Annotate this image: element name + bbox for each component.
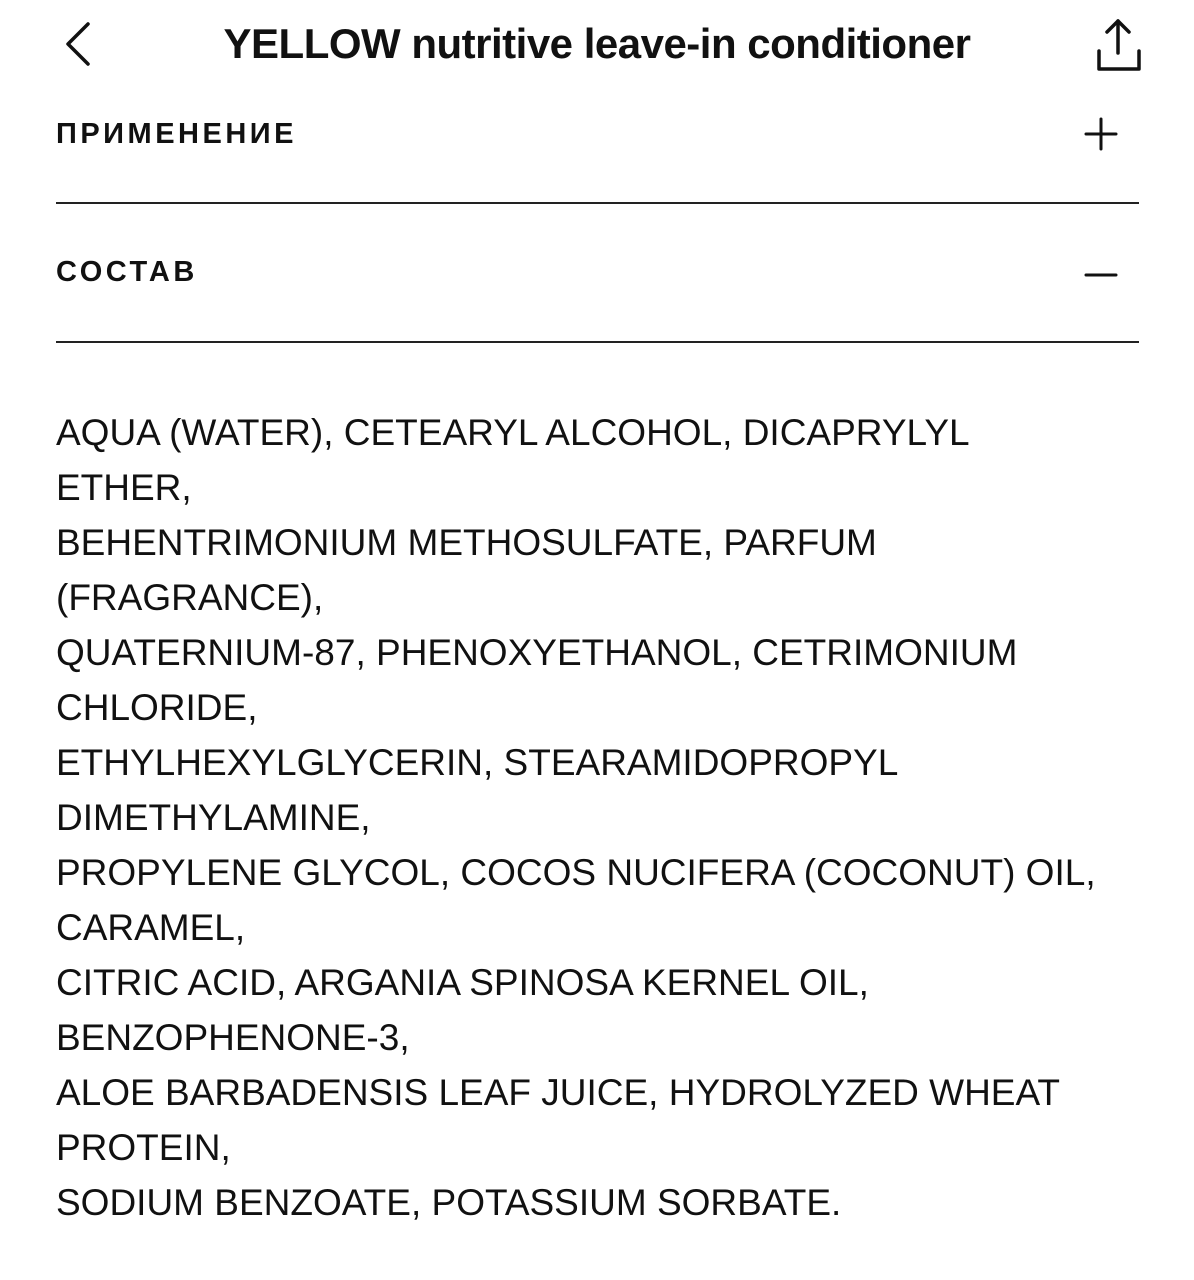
ingredients-line: ETHYLHEXYLGLYCERIN, STEARAMIDOPROPYL [56, 742, 899, 783]
ingredients-line: PROTEIN, [56, 1127, 231, 1168]
back-button[interactable] [50, 18, 106, 74]
chevron-left-icon [60, 20, 96, 73]
section-divider [56, 341, 1139, 343]
ingredients-line: QUATERNIUM-87, PHENOXYETHANOL, CETRIMONIUM [56, 632, 1018, 673]
section-divider [56, 202, 1139, 204]
section-application[interactable] [56, 112, 1139, 156]
page-title: YELLOW nutritive leave-in conditioner [223, 20, 971, 67]
section-label-composition: СОСТАВ [56, 256, 198, 288]
ingredients-line: CARAMEL, [56, 907, 246, 948]
ingredients-line: BENZOPHENONE-3, [56, 1017, 410, 1058]
section-composition[interactable] [56, 250, 1139, 294]
minus-icon[interactable] [1081, 252, 1121, 292]
ingredients-line: CHLORIDE, [56, 687, 258, 728]
ingredients-line: (FRAGRANCE), [56, 577, 324, 618]
plus-icon[interactable] [1081, 114, 1121, 154]
ingredients-list [56, 405, 1156, 1230]
share-icon [1089, 15, 1147, 78]
share-button[interactable] [1086, 14, 1150, 78]
ingredients-line: CITRIC ACID, ARGANIA SPINOSA KERNEL OIL, [56, 962, 869, 1003]
ingredients-line: ALOE BARBADENSIS LEAF JUICE, HYDROLYZED WHEAT [56, 1072, 1061, 1113]
ingredients-line: ETHER, [56, 467, 192, 508]
ingredients-line: PROPYLENE GLYCOL, COCOS NUCIFERA (COCONUT) OIL, [56, 852, 1096, 893]
section-label-application: ПРИМЕНЕНИЕ [56, 118, 297, 150]
ingredients-line: AQUA (WATER), CETEARYL ALCOHOL, DICAPRYLYL [56, 412, 970, 453]
ingredients-line: SODIUM BENZOATE, POTASSIUM SORBATE. [56, 1182, 842, 1223]
header-bar [0, 0, 1194, 100]
ingredients-line: DIMETHYLAMINE, [56, 797, 371, 838]
ingredients-line: BEHENTRIMONIUM METHOSULFATE, PARFUM [56, 522, 877, 563]
